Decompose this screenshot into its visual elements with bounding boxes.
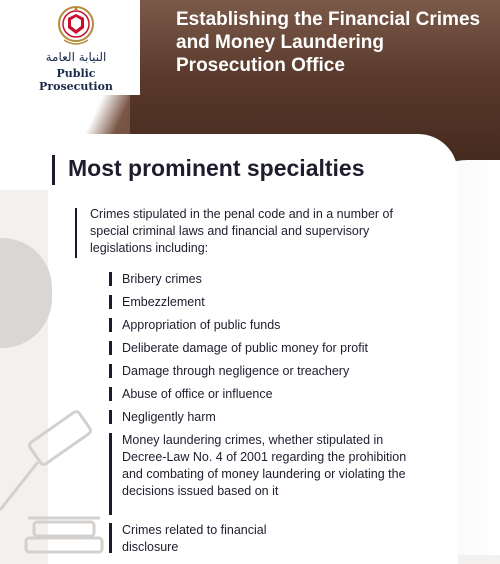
list-item-text: Damage through negligence or treachery: [122, 364, 350, 378]
intro-accent-bar: [75, 208, 77, 258]
section-heading: Most prominent specialties: [68, 155, 365, 181]
heading-accent-bar: [52, 155, 55, 185]
section-intro: Crimes stipulated in the penal code and in a number of special criminal laws and financial and supervisory legislations including:: [90, 207, 393, 255]
list-item-text: Crimes related to financial disclosure: [122, 523, 267, 554]
list-item-text: Bribery crimes: [122, 272, 202, 286]
public-prosecution-logo: [18, 4, 134, 93]
logo-arabic-text: النيابة العامة: [45, 50, 107, 64]
bullet-bar: [109, 433, 112, 515]
list-item-text: Appropriation of public funds: [122, 318, 281, 332]
bullet-bar: [109, 364, 112, 378]
bullet-bar: [109, 272, 112, 286]
bullet-bar: [109, 410, 112, 424]
emblem-icon: [56, 4, 96, 48]
page-title: Establishing the Financial Crimes and Money Laundering Prosecution Office: [176, 9, 481, 76]
logo-english-text: Public Prosecution: [39, 67, 113, 93]
list-item-text: Deliberate damage of public money for profit: [122, 341, 368, 355]
bullet-bar: [109, 295, 112, 309]
bullet-bar: [109, 318, 112, 332]
list-item-text: Embezzlement: [122, 295, 205, 309]
list-item-text: Money laundering crimes, whether stipulated in Decree-Law No. 4 of 2001 regarding the prohibition and combating of money laundering or violating the decisions issued based on it: [122, 433, 407, 498]
side-decoration: [0, 238, 52, 348]
list-item-text: Negligently harm: [122, 410, 216, 424]
bullet-bar: [109, 387, 112, 401]
gavel-icon: [0, 400, 120, 555]
list-item-text: Abuse of office or influence: [122, 387, 273, 401]
bullet-bar: [109, 341, 112, 355]
bullet-bar: [109, 523, 112, 553]
